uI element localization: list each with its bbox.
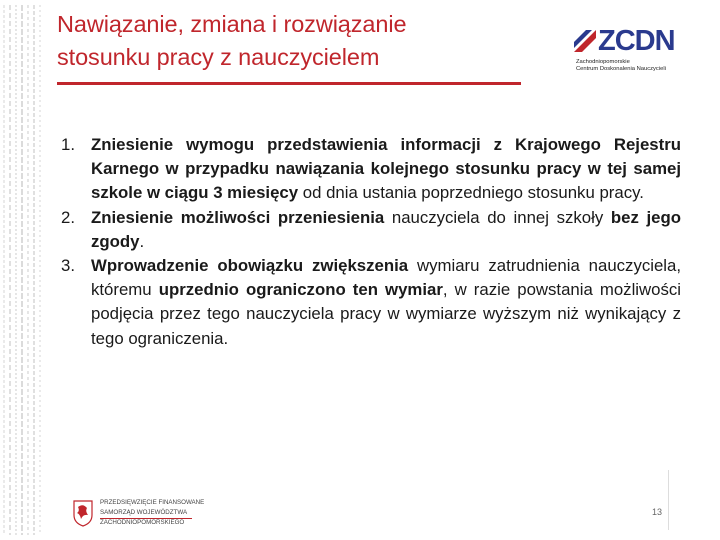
list-item xyxy=(61,206,681,254)
list-item-text xyxy=(91,133,681,206)
text-segment: nauczyciela do innej szkoły xyxy=(384,207,611,227)
footer-logo-line-1: PRZEDSIĘWZIĘCIE FINANSOWANE xyxy=(100,499,205,506)
page-number: 13 xyxy=(652,507,663,517)
bold-text-segment: bez jego zgody xyxy=(91,207,681,251)
footer-logo-line-3: ZACHODNIOPOMORSKIEGO xyxy=(100,519,185,526)
list-item-number: 2. xyxy=(61,207,75,227)
logo-subtitle-line-2: Centrum Doskonalenia Nauczycieli xyxy=(576,66,666,72)
slide-title xyxy=(57,8,537,74)
bold-text-segment: Wprowadzenie obowiązku zwiększenia xyxy=(91,256,409,276)
bold-text-segment: Zniesienie wymogu przedstawienia informacji z Krajowego Rejestru Karnego w przypadku nawiązania kolejnego stosunku pracy w tej samej szkole w ciągu xyxy=(91,135,681,203)
title-line-2: stosunku pracy z nauczycielem xyxy=(57,44,380,70)
griffin-crest-icon xyxy=(72,499,94,527)
logo-wordmark: ZCDN xyxy=(598,25,675,57)
bold-text-segment: Zniesienie możliwości przeniesienia xyxy=(91,207,385,227)
logo-subtitle xyxy=(576,59,684,73)
decorative-script-strip xyxy=(0,0,48,540)
list-item xyxy=(61,254,681,351)
text-segment: od dnia ustania poprzedniego stosunku pracy. xyxy=(298,183,644,203)
text-segment: . xyxy=(139,231,145,251)
title-underline xyxy=(57,82,521,85)
title-line-1: Nawiązanie, zmiana i rozwiązanie xyxy=(57,11,407,37)
zcdn-logo xyxy=(574,25,684,74)
list-item-number: 1. xyxy=(61,135,75,154)
list-item-text xyxy=(91,206,681,254)
logo-subtitle-line-1: Zachodniopomorskie xyxy=(576,59,630,65)
footer-logo xyxy=(72,497,205,531)
changes-list xyxy=(61,133,681,351)
list-item-number: 3. xyxy=(61,256,75,276)
list-item xyxy=(61,133,681,206)
footer-logo-line-2: SAMORZĄD WOJEWÓDZTWA xyxy=(100,509,188,516)
zcdn-mark-icon xyxy=(574,30,596,52)
text-segment: , w razie powstania możliwości podjęcia przez tego nauczyciela pracy w wymiarze wyższym niż wynikający z tego ograniczenia. xyxy=(91,280,681,348)
list-item-text xyxy=(91,254,681,351)
bold-text-segment: 3 miesięcy xyxy=(213,183,299,203)
text-segment: wymiaru zatrudnienia nauczyciela, któremu xyxy=(91,256,682,300)
bold-text-segment: uprzednio ograniczono ten wymiar xyxy=(158,280,443,300)
footer-divider xyxy=(668,470,669,530)
script-pattern xyxy=(0,0,48,540)
